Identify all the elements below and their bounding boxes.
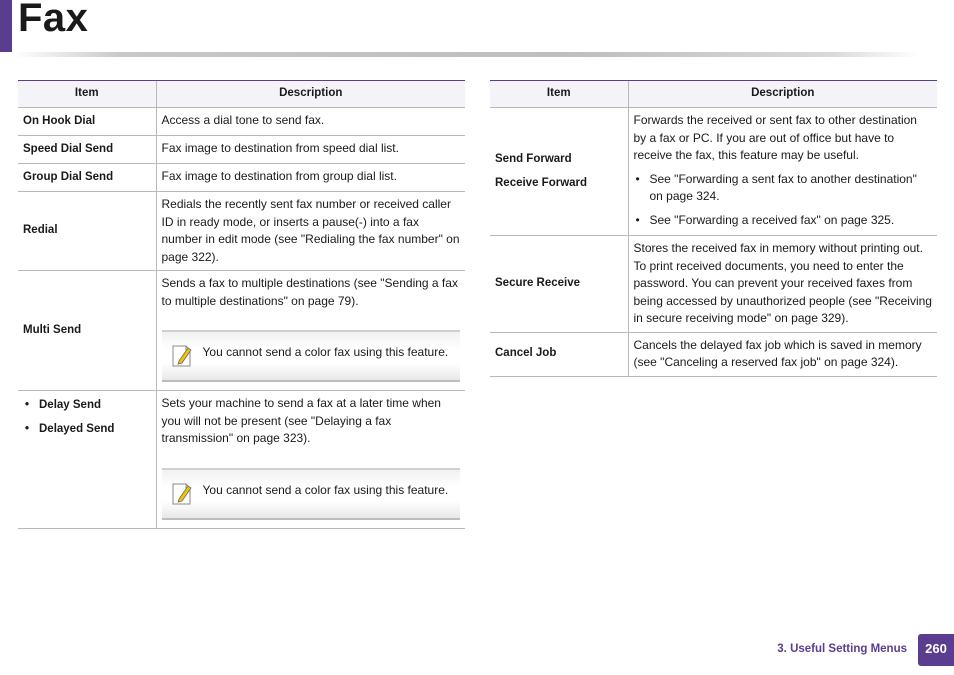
table-row (490, 332, 937, 376)
column-header-description: Description (156, 81, 465, 108)
list-item: • Delayed Send (23, 421, 151, 439)
footer-section-label: 3. Useful Setting Menus (777, 643, 907, 655)
row-description-cell (156, 271, 465, 391)
note-pencil-icon (170, 342, 194, 368)
row-description: Fax image to destination from speed dial list. (156, 136, 465, 164)
note-text: You cannot send a color fax using this feature. (202, 345, 449, 359)
table-row (18, 164, 465, 192)
table-row (18, 108, 465, 136)
column-header-description: Description (628, 81, 937, 108)
page-number-badge: 260 (918, 634, 954, 666)
title-divider (14, 52, 919, 57)
row-description-cell (628, 108, 937, 236)
table-row (18, 391, 465, 529)
row-item-label: Cancel Job (490, 332, 628, 376)
row-item-label: Receive Forward (495, 176, 588, 189)
row-description: Sets your machine to send a fax at a later time when you will not be present (see "Delaying a fax transmission" on page 323). (161, 396, 441, 445)
row-description-cell (156, 391, 465, 529)
table-row (18, 271, 465, 391)
row-description: Redials the recently sent fax number or received caller ID in ready mode, or inserts a pause(-) into a fax number in edit mode (see "Redialing the fax number" on page 322). (156, 192, 465, 271)
note-pencil-icon (170, 480, 194, 506)
note-text: You cannot send a color fax using this feature. (202, 482, 449, 497)
column-header-item: Item (490, 81, 628, 108)
list-item: • See "Forwarding a sent fax to another destination" on page 324. (634, 171, 933, 206)
note-box (162, 468, 461, 520)
row-description: Sends a fax to multiple destinations (see "Sending a fax to multiple destinations" on page 79). (161, 276, 458, 308)
table-header-row (18, 81, 465, 108)
row-item-label: Group Dial Send (18, 164, 156, 192)
table-row (18, 192, 465, 271)
row-item-label: On Hook Dial (18, 108, 156, 136)
right-settings-table (490, 80, 937, 377)
row-item-label-group (18, 391, 156, 529)
row-description: Forwards the received or sent fax to other destination by a fax or PC. If you are out of office but have to receive the fax, this feature may be useful. (633, 113, 917, 162)
table-header-row (490, 81, 937, 108)
row-description: Cancels the delayed fax job which is saved in memory (see "Canceling a reserved fax job" on page 324). (628, 332, 937, 376)
left-settings-table (18, 80, 465, 529)
row-description: Access a dial tone to send fax. (156, 108, 465, 136)
row-item-label: Speed Dial Send (18, 136, 156, 164)
page-title: Fax (18, 0, 89, 40)
table-row (490, 108, 937, 236)
table-row (490, 236, 937, 333)
list-item: • See "Forwarding a received fax" on page 325. (634, 212, 933, 230)
row-description: Fax image to destination from group dial list. (156, 164, 465, 192)
row-description: Stores the received fax in memory without printing out. To print received documents, you need to enter the password. You can prevent your received faxes from being accessed by unauthorized people (see "Receiving in secure receiving mode" on page 329). (628, 236, 937, 333)
row-item-label: Secure Receive (490, 236, 628, 333)
row-item-label-group (490, 108, 628, 236)
note-box (162, 330, 461, 382)
row-item-label: Multi Send (18, 271, 156, 391)
row-item-label: Send Forward (495, 153, 572, 165)
title-accent-bar (0, 0, 12, 52)
row-item-label: Redial (18, 192, 156, 271)
list-item: • Delay Send (23, 397, 151, 415)
table-row (18, 136, 465, 164)
column-header-item: Item (18, 81, 156, 108)
reference-list (634, 171, 933, 230)
